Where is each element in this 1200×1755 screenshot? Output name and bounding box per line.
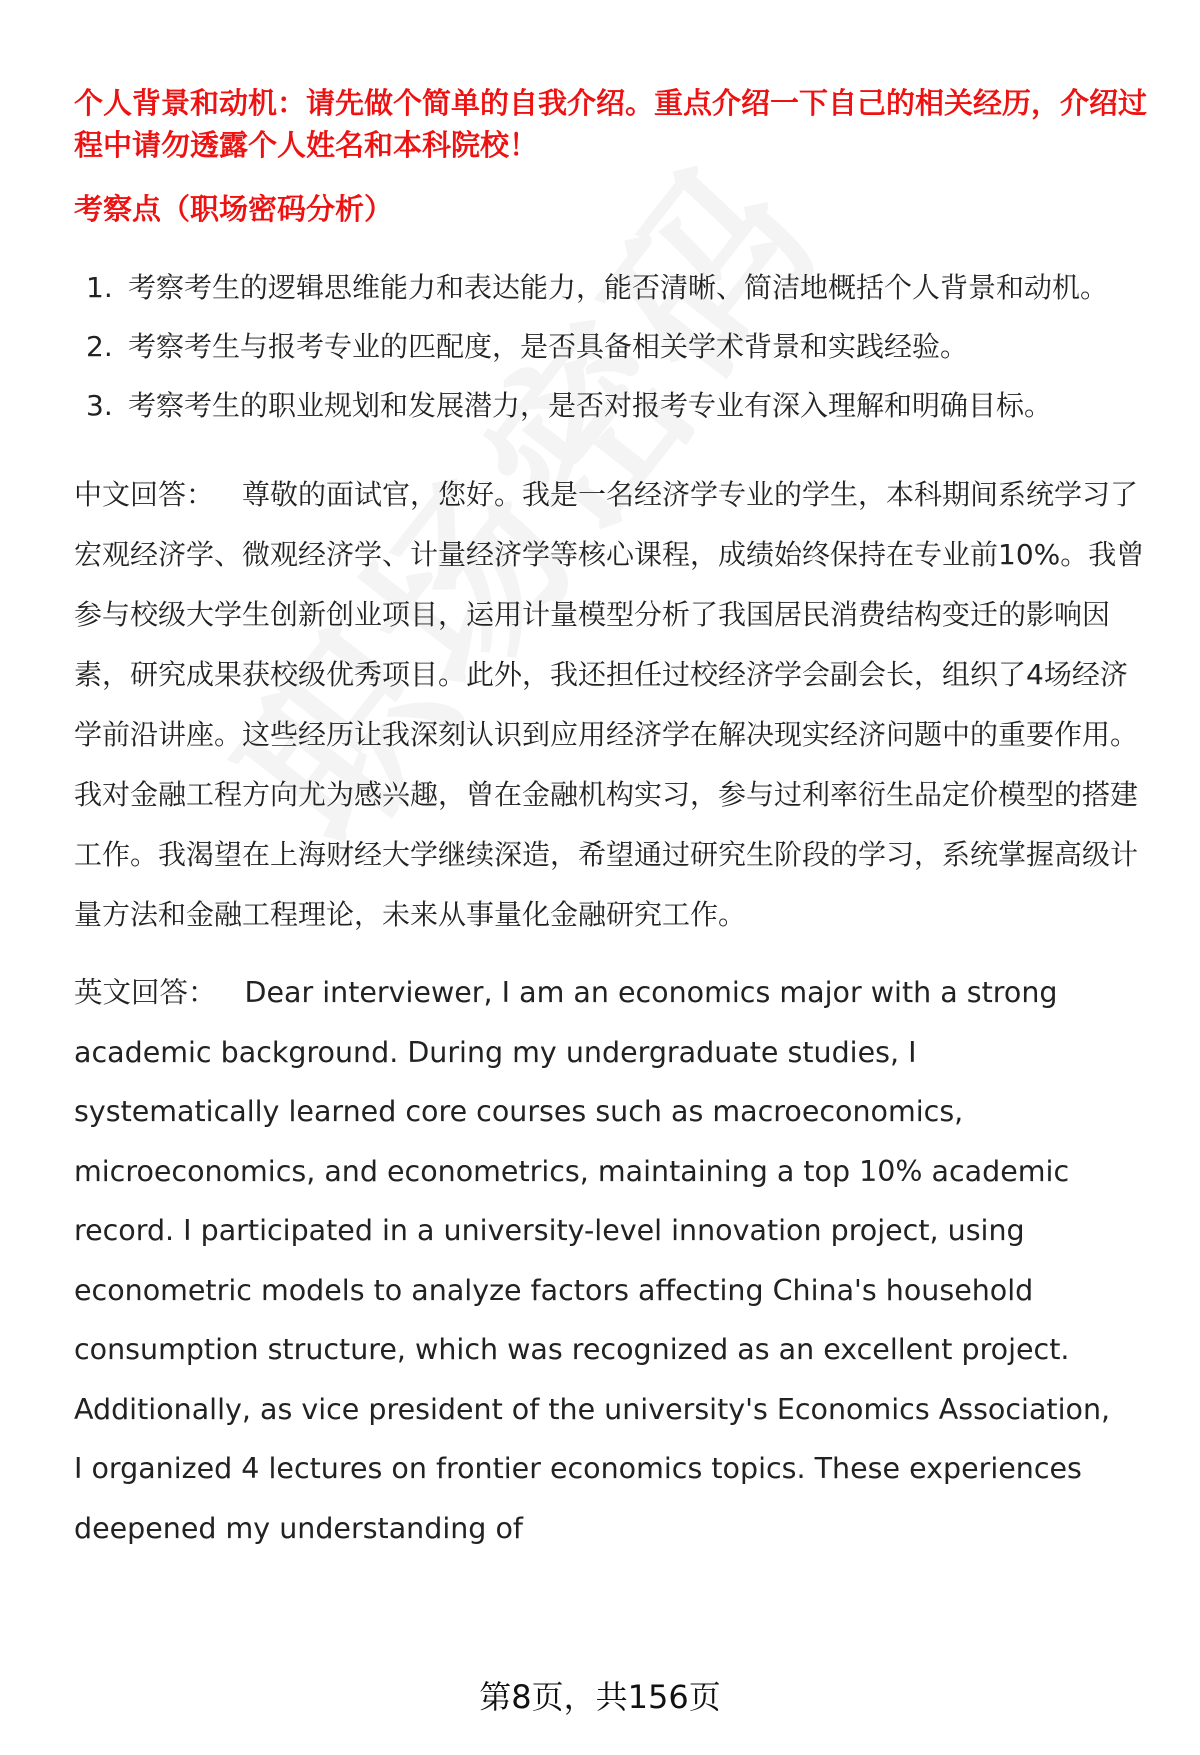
chinese-answer-text: 尊敬的面试官，您好。我是一名经济学专业的学生，本科期间系统学习了宏观经济学、微观经济学、计量经济学等核心课程，成绩始终保持在专业前10%。我曾参与校级大学生创新创业项目，运用计量模型分析了我国居民消费结构变迁的影响因素，研究成果获校级优秀项目。此外，我还担任过校经济学会副会长，组织了4场经济学前沿讲座。这些经历让我深刻认识到应用经济学在解决现实经济问题中的重要作用。我对金融工程方向尤为感兴趣，曾在金融机构实习，参与过利率衍生品定价模型的搭建工作。我渴望在上海财经大学继续深造，希望通过研究生阶段的学习，系统掌握高级计量方法和金融工程理论，未来从事量化金融研究工作。 bbox=[74, 478, 1145, 931]
point-text: 考察考生与报考专业的匹配度，是否具备相关学术背景和实践经验。 bbox=[128, 330, 969, 363]
point-number: 2. bbox=[86, 330, 113, 363]
page-content bbox=[74, 82, 1154, 1576]
question-heading: 个人背景和动机：请先做个简单的自我介绍。重点介绍一下自己的相关经历，介绍过程中请勿透露个人姓名和本科院校！ bbox=[74, 86, 1148, 162]
point-number: 1. bbox=[86, 271, 113, 304]
point-text: 考察考生的逻辑思维能力和表达能力，能否清晰、简洁地概括个人背景和动机。 bbox=[128, 271, 1109, 304]
english-answer-label: 英文回答： bbox=[74, 976, 217, 1009]
english-answer-paragraph bbox=[74, 963, 1154, 1558]
assessment-point-item bbox=[74, 317, 1154, 376]
assessment-point-item bbox=[74, 258, 1154, 317]
assessment-points-list bbox=[74, 258, 1154, 435]
english-answer-text: Dear interviewer, I am an economics major with a strong academic background. During my undergraduate studies, I systematically learned core courses such as macroeconomics, microeconomics, and econometrics, maintaining a top 10% academic record. I participated in a university-level innovation project, using econometric models to analyze factors affecting China's household consumption structure, which was recognized as an excellent project. Additionally, as vice president of the university's Economics Association, I organized 4 lectures on frontier economics topics. These experiences deepened my understanding of bbox=[74, 976, 1111, 1545]
page-number-footer: 第8页，共156页 bbox=[479, 1678, 721, 1716]
chinese-answer-paragraph bbox=[74, 465, 1154, 945]
point-text: 考察考生的职业规划和发展潜力，是否对报考专业有深入理解和明确目标。 bbox=[128, 389, 1053, 422]
assessment-point-item bbox=[74, 376, 1154, 435]
chinese-answer-label: 中文回答： bbox=[74, 478, 215, 511]
assessment-points-heading: 考察点（职场密码分析） bbox=[74, 192, 394, 226]
point-number: 3. bbox=[86, 389, 113, 422]
